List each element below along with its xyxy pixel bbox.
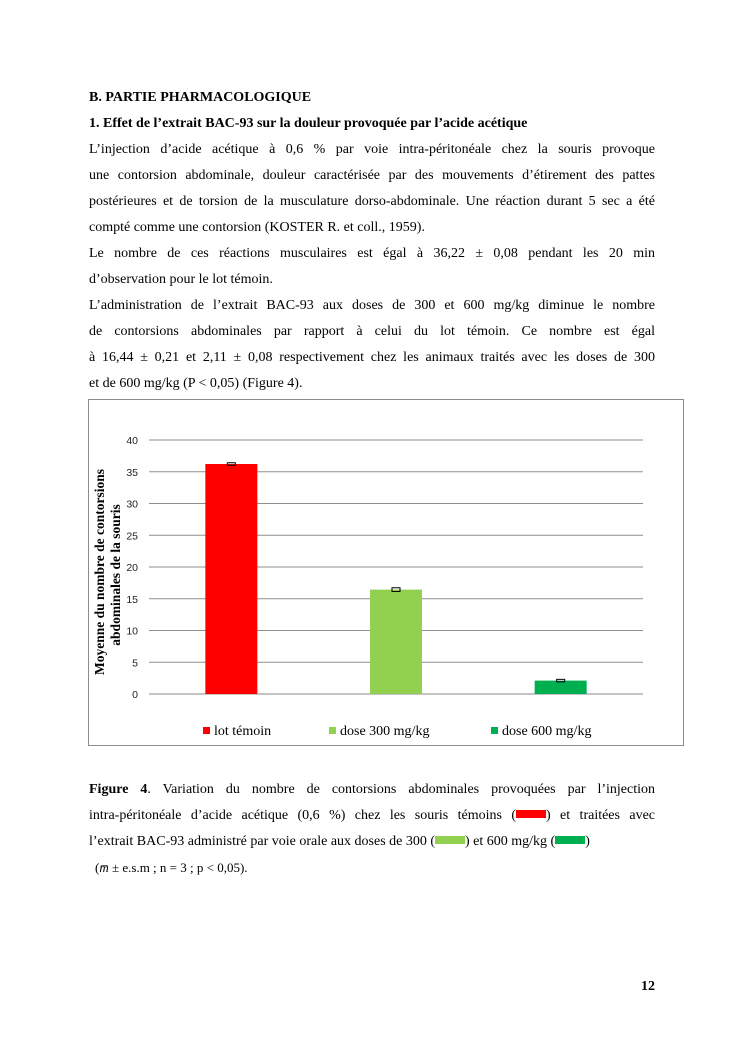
section-title: B. PARTIE PHARMACOLOGIQUE [89,90,312,105]
caption-text: . Variation du nombre de contorsions abdominales provoquées par l’injection [147,782,656,797]
text-line: compté comme une contorsion (KOSTER R. et coll., 1959). [89,220,425,235]
y-axis-label: Moyenne du nombre de contorsions [92,468,107,676]
color-chip-green [555,836,585,844]
text-line: L’administration de l’extrait BAC-93 aux doses de 300 et 600 mg/kg diminue le nombre [89,298,655,313]
legend-label: lot témoin [214,724,272,739]
legend-label: dose 300 mg/kg [340,724,430,739]
text-line: d’observation pour le lot témoin. [89,272,273,287]
text-line: postérieures et de torsion de la musculature dorso-abdominale. Une réaction durant 5 sec a été [89,194,655,209]
legend-item-temoin [203,724,271,740]
caption-text: ) et traitées avec [546,808,656,823]
legend-swatch [329,727,336,734]
y-tick-label: 20 [126,562,138,574]
mean-symbol: m̅ [99,860,109,875]
caption-line: (m̅ ± e.s.m ; n = 3 ; p < 0,05). [95,860,248,875]
text-line: et de 600 mg/kg (P < 0,05) (Figure 4). [89,376,303,391]
caption-text: ± e.s.m ; n = 3 ; p < 0,05). [108,860,248,875]
subsection-title: 1. Effet de l’extrait BAC-93 sur la douleur provoquée par l’acide acétique [89,116,528,131]
error-bar [227,463,235,466]
text-line: à 16,44 ± 0,21 et 2,11 ± 0,08 respectivement chez les animaux traités avec les doses de 300 [89,350,655,365]
legend-swatch [491,727,498,734]
color-chip-red [516,810,546,818]
y-axis-label: abdominales de la souris [108,504,123,646]
bar [535,681,587,694]
figure-4-chart [88,399,684,746]
bar-chart [89,400,683,745]
caption-line [89,777,655,803]
y-tick-label: 5 [132,657,138,670]
text-line: Le nombre de ces réactions musculaires est égal à 36,22 ± 0,08 pendant les 20 min [89,246,655,261]
caption-text: intra-péritonéale d’acide acétique (0,6 %) chez les souris témoins ( [89,808,516,823]
bar [205,464,257,694]
y-tick-label: 40 [126,435,138,447]
y-tick-label: 30 [126,498,138,511]
caption-text: ) [585,834,590,849]
legend-item-300 [329,724,429,740]
y-tick-label: 35 [126,466,138,479]
legend-label: dose 600 mg/kg [502,724,592,739]
color-chip-light-green [435,836,465,844]
page-number: 12 [641,979,655,994]
y-tick-label: 25 [126,530,138,543]
y-tick-label: 0 [132,689,138,701]
legend-swatch [203,727,210,734]
y-tick-label: 10 [126,625,138,638]
text-line: une contorsion abdominale, douleur caractérisée par des mouvements d’étirement des pattes [89,168,655,183]
caption-text: ) et 600 mg/kg ( [465,834,556,849]
caption-line [89,829,655,855]
caption-text: l’extrait BAC-93 administré par voie orale aux doses de 300 ( [89,834,436,849]
y-tick-label: 15 [126,593,138,606]
legend-item-600 [491,724,591,740]
bar [370,590,422,694]
figure-label: Figure 4 [89,782,148,797]
text-line: de contorsions abdominales par rapport à celui du lot témoin. Ce nombre est égal [89,324,655,339]
text-line: L’injection d’acide acétique à 0,6 % par voie intra-péritonéale chez la souris provoque [89,142,655,157]
caption-line [89,803,655,829]
